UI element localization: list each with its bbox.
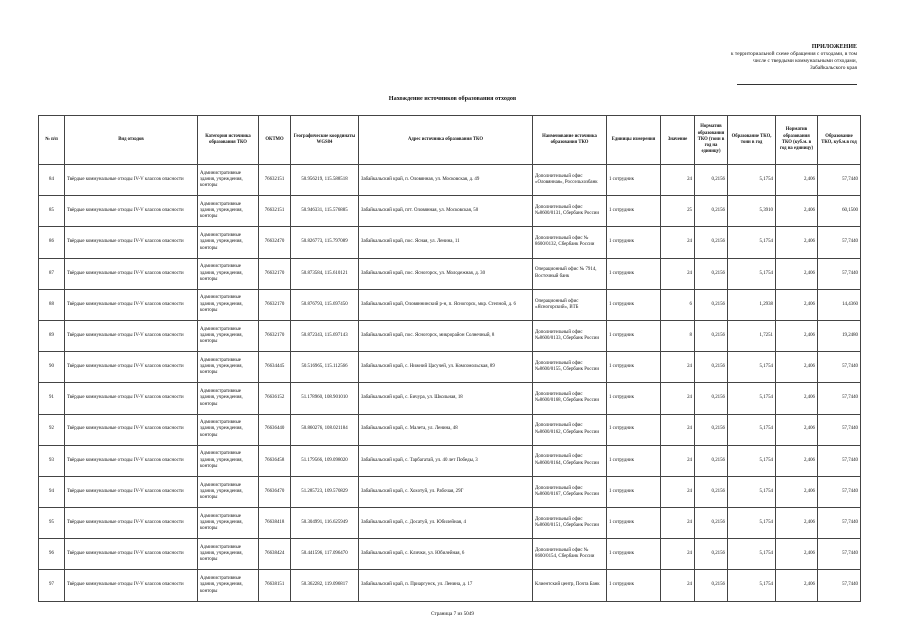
cell-num: 94 bbox=[39, 476, 65, 507]
cell-source-name: Дополнительный офис №8600/0167, Сбербанк России bbox=[533, 476, 607, 507]
cell-norm-m3: 2,406 bbox=[776, 258, 818, 289]
cell-oktmo: 76638151 bbox=[259, 570, 291, 601]
table-row bbox=[39, 352, 861, 383]
cell-total-t: 5,1754 bbox=[728, 414, 776, 445]
document-title: Нахождение источников образования отходов bbox=[388, 95, 517, 102]
cell-unit: 1 сотрудник bbox=[607, 258, 661, 289]
cell-norm-m3: 2,406 bbox=[776, 383, 818, 414]
cell-num: 86 bbox=[39, 227, 65, 258]
cell-source-name: Операционный офис «Ясногорский», ВТБ bbox=[533, 289, 607, 320]
cell-oktmo: 76632470 bbox=[259, 227, 291, 258]
cell-address: Забайкальский край, Оловяннинский р-н, п. Ясногорск, мкр. Степной, д. 6 bbox=[359, 289, 533, 320]
cell-norm-t: 0,2156 bbox=[695, 320, 728, 351]
cell-category: Административные здания, учреждения, конторы bbox=[198, 414, 259, 445]
table-row bbox=[39, 539, 861, 570]
cell-value: 24 bbox=[661, 476, 695, 507]
appendix-line-1: к территориальной схеме обращения с отходами, в том bbox=[730, 51, 857, 57]
cell-total-m3: 57,7440 bbox=[818, 383, 861, 414]
cell-total-t: 5,1754 bbox=[728, 352, 776, 383]
cell-value: 24 bbox=[661, 570, 695, 601]
cell-category: Административные здания, учреждения, конторы bbox=[198, 539, 259, 570]
cell-unit: 1 сотрудник bbox=[607, 570, 661, 601]
cell-num: 84 bbox=[39, 165, 65, 196]
cell-norm-m3: 2,406 bbox=[776, 508, 818, 539]
cell-waste: Твёрдые коммунальные отходы IV-V классов опасности bbox=[65, 414, 198, 445]
cell-unit: 1 сотрудник bbox=[607, 196, 661, 227]
col-header-value: Значение bbox=[661, 116, 695, 165]
cell-coords: 50.304991, 116.625949 bbox=[291, 508, 359, 539]
cell-waste: Твёрдые коммунальные отходы IV-V классов опасности bbox=[65, 539, 198, 570]
cell-norm-t: 0,2156 bbox=[695, 539, 728, 570]
cell-coords: 50.956219, 115.588518 bbox=[291, 165, 359, 196]
cell-norm-m3: 2,406 bbox=[776, 289, 818, 320]
cell-total-t: 5,1754 bbox=[728, 539, 776, 570]
cell-num: 90 bbox=[39, 352, 65, 383]
cell-norm-m3: 2,406 bbox=[776, 196, 818, 227]
table-row bbox=[39, 570, 861, 601]
cell-unit: 1 сотрудник bbox=[607, 165, 661, 196]
appendix-block bbox=[657, 44, 857, 72]
cell-value: 24 bbox=[661, 414, 695, 445]
cell-source-name: Дополнительный офис № 8600/0154, Сбербанк России bbox=[533, 539, 607, 570]
cell-value: 8 bbox=[661, 320, 695, 351]
cell-norm-t: 0,2156 bbox=[695, 570, 728, 601]
cell-norm-t: 0,2156 bbox=[695, 476, 728, 507]
table-header-row bbox=[39, 116, 861, 165]
cell-norm-m3: 2,406 bbox=[776, 227, 818, 258]
cell-num: 85 bbox=[39, 196, 65, 227]
sources-table bbox=[38, 115, 861, 602]
cell-value: 24 bbox=[661, 227, 695, 258]
cell-total-t: 5,1754 bbox=[728, 570, 776, 601]
cell-total-m3: 57,7440 bbox=[818, 165, 861, 196]
cell-value: 6 bbox=[661, 289, 695, 320]
cell-coords: 50.516965, 115.112566 bbox=[291, 352, 359, 383]
cell-value: 24 bbox=[661, 445, 695, 476]
cell-oktmo: 76636470 bbox=[259, 476, 291, 507]
cell-total-m3: 57,7440 bbox=[818, 445, 861, 476]
cell-category: Административные здания, учреждения, конторы bbox=[198, 258, 259, 289]
cell-num: 97 bbox=[39, 570, 65, 601]
cell-norm-t: 0,2156 bbox=[695, 196, 728, 227]
cell-norm-m3: 2,406 bbox=[776, 320, 818, 351]
cell-unit: 1 сотрудник bbox=[607, 227, 661, 258]
cell-total-m3: 57,7440 bbox=[818, 570, 861, 601]
cell-total-t: 5,1754 bbox=[728, 258, 776, 289]
cell-coords: 50.876793, 115.697450 bbox=[291, 289, 359, 320]
cell-category: Административные здания, учреждения, конторы bbox=[198, 445, 259, 476]
cell-total-m3: 60,1500 bbox=[818, 196, 861, 227]
cell-waste: Твёрдые коммунальные отходы IV-V классов опасности bbox=[65, 508, 198, 539]
cell-waste: Твёрдые коммунальные отходы IV-V классов опасности bbox=[65, 352, 198, 383]
col-header-norm-m3: Норматив образования ТКО (куб.м. в год на единицу) bbox=[776, 116, 818, 165]
col-header-unit: Единицы измерения bbox=[607, 116, 661, 165]
cell-category: Административные здания, учреждения, конторы bbox=[198, 196, 259, 227]
appendix-underline bbox=[737, 84, 857, 85]
cell-total-t: 1,2938 bbox=[728, 289, 776, 320]
cell-address: Забайкальский край, с. Хохотуй, ул. Рабочая, 29Г bbox=[359, 476, 533, 507]
cell-total-m3: 57,7440 bbox=[818, 227, 861, 258]
cell-address: Забайкальский край, п. Приаргунск, ул. Ленина, д. 17 bbox=[359, 570, 533, 601]
cell-category: Административные здания, учреждения, конторы bbox=[198, 289, 259, 320]
appendix-title: ПРИЛОЖЕНИЕ bbox=[811, 44, 857, 50]
cell-norm-t: 0,2156 bbox=[695, 414, 728, 445]
cell-unit: 1 сотрудник bbox=[607, 508, 661, 539]
cell-oktmo: 76638418 bbox=[259, 508, 291, 539]
cell-waste: Твёрдые коммунальные отходы IV-V классов опасности bbox=[65, 258, 198, 289]
cell-num: 96 bbox=[39, 539, 65, 570]
cell-source-name: Дополнительный офис № 8600/0132, Сбербанк России bbox=[533, 227, 607, 258]
cell-source-name: Дополнительный офис №8600/0131, Сбербанк России bbox=[533, 196, 607, 227]
cell-waste: Твёрдые коммунальные отходы IV-V классов опасности bbox=[65, 570, 198, 601]
cell-source-name: Дополнительный офис №8600/0168, Сбербанк России bbox=[533, 383, 607, 414]
cell-total-t: 5,1754 bbox=[728, 508, 776, 539]
cell-total-m3: 19,2480 bbox=[818, 320, 861, 351]
table-row bbox=[39, 445, 861, 476]
cell-total-m3: 57,7440 bbox=[818, 539, 861, 570]
col-header-category: Категория источника образования ТКО bbox=[198, 116, 259, 165]
cell-total-m3: 57,7440 bbox=[818, 508, 861, 539]
cell-waste: Твёрдые коммунальные отходы IV-V классов опасности bbox=[65, 320, 198, 351]
cell-num: 88 bbox=[39, 289, 65, 320]
cell-unit: 1 сотрудник bbox=[607, 539, 661, 570]
cell-coords: 50.860276, 108.021184 bbox=[291, 414, 359, 445]
cell-coords: 50.826773, 115.797089 bbox=[291, 227, 359, 258]
col-header-oktmo: ОКТМО bbox=[259, 116, 291, 165]
col-header-total-t: Образование ТКО, тонн в год bbox=[728, 116, 776, 165]
cell-oktmo: 76632151 bbox=[259, 165, 291, 196]
cell-oktmo: 76636440 bbox=[259, 414, 291, 445]
appendix-line-3: Забайкальского края bbox=[810, 65, 857, 71]
cell-address: Забайкальский край, с. Тарбагатай, ул. 40 лет Победы, 3 bbox=[359, 445, 533, 476]
cell-norm-m3: 2,406 bbox=[776, 352, 818, 383]
cell-value: 24 bbox=[661, 352, 695, 383]
cell-norm-t: 0,2156 bbox=[695, 258, 728, 289]
cell-coords: 50.441596, 117.096470 bbox=[291, 539, 359, 570]
cell-oktmo: 76632170 bbox=[259, 320, 291, 351]
cell-source-name: Дополнительный офис «Оловянная», Россельхозбанк bbox=[533, 165, 607, 196]
cell-unit: 1 сотрудник bbox=[607, 445, 661, 476]
cell-coords: 51.285723, 109.570829 bbox=[291, 476, 359, 507]
cell-total-t: 5,1754 bbox=[728, 165, 776, 196]
cell-oktmo: 76636458 bbox=[259, 445, 291, 476]
cell-total-m3: 14,4360 bbox=[818, 289, 861, 320]
appendix-line-2: числе с твердыми коммунальными отходами, bbox=[753, 58, 857, 64]
cell-category: Административные здания, учреждения, конторы bbox=[198, 165, 259, 196]
cell-value: 24 bbox=[661, 258, 695, 289]
cell-waste: Твёрдые коммунальные отходы IV-V классов опасности bbox=[65, 476, 198, 507]
col-header-num: № п/п bbox=[39, 116, 65, 165]
table-row bbox=[39, 165, 861, 196]
table-row bbox=[39, 383, 861, 414]
cell-oktmo: 76632170 bbox=[259, 289, 291, 320]
table-row bbox=[39, 476, 861, 507]
cell-address: Забайкальский край, с. Малета, ул. Ленина, 48 bbox=[359, 414, 533, 445]
cell-norm-m3: 2,406 bbox=[776, 570, 818, 601]
table-row bbox=[39, 414, 861, 445]
cell-total-t: 5,1754 bbox=[728, 445, 776, 476]
cell-coords: 50.872343, 115.697143 bbox=[291, 320, 359, 351]
cell-num: 92 bbox=[39, 414, 65, 445]
cell-category: Административные здания, учреждения, конторы bbox=[198, 476, 259, 507]
cell-waste: Твёрдые коммунальные отходы IV-V классов опасности bbox=[65, 445, 198, 476]
cell-total-t: 5,1754 bbox=[728, 227, 776, 258]
col-header-source-name: Наименование источника образования ТКО bbox=[533, 116, 607, 165]
cell-source-name: Операционный офис № 7914, Восточный банк bbox=[533, 258, 607, 289]
cell-category: Административные здания, учреждения, конторы bbox=[198, 508, 259, 539]
cell-coords: 51.179566, 109.098020 bbox=[291, 445, 359, 476]
cell-oktmo: 76632151 bbox=[259, 196, 291, 227]
cell-address: Забайкальский край, с. Нижний Цасучей, ул. Комсомольская, 89 bbox=[359, 352, 533, 383]
cell-address: Забайкальский край, п. Оловянная, ул. Московская, д. 49 bbox=[359, 165, 533, 196]
cell-total-m3: 57,7440 bbox=[818, 258, 861, 289]
cell-coords: 51.178960, 108.901010 bbox=[291, 383, 359, 414]
cell-oktmo: 76636152 bbox=[259, 383, 291, 414]
cell-category: Административные здания, учреждения, конторы bbox=[198, 352, 259, 383]
cell-total-m3: 57,7440 bbox=[818, 476, 861, 507]
cell-unit: 1 сотрудник bbox=[607, 289, 661, 320]
cell-waste: Твёрдые коммунальные отходы IV-V классов опасности bbox=[65, 227, 198, 258]
cell-norm-t: 0,2156 bbox=[695, 445, 728, 476]
cell-norm-t: 0,2156 bbox=[695, 289, 728, 320]
cell-oktmo: 76638424 bbox=[259, 539, 291, 570]
page-footer: Страница 7 из 5049 bbox=[431, 611, 474, 617]
cell-source-name: Клиентский центр, Почта Банк bbox=[533, 570, 607, 601]
cell-value: 24 bbox=[661, 539, 695, 570]
cell-waste: Твёрдые коммунальные отходы IV-V классов опасности bbox=[65, 196, 198, 227]
table-row bbox=[39, 227, 861, 258]
cell-address: Забайкальский край, пгт. Оловянная, ул. Московская, 50 bbox=[359, 196, 533, 227]
cell-source-name: Дополнительный офис №8600/0151, Сбербанк России bbox=[533, 508, 607, 539]
cell-waste: Твёрдые коммунальные отходы IV-V классов опасности bbox=[65, 165, 198, 196]
cell-num: 89 bbox=[39, 320, 65, 351]
cell-address: Забайкальский край, пос. Ясная, ул. Ленина, 11 bbox=[359, 227, 533, 258]
col-header-norm-t: Норматив образования ТКО (тонн в год на единицу) bbox=[695, 116, 728, 165]
cell-norm-m3: 2,406 bbox=[776, 476, 818, 507]
cell-norm-m3: 2,406 bbox=[776, 445, 818, 476]
cell-address: Забайкальский край, с. Клички, ул. Юбилейная, 6 bbox=[359, 539, 533, 570]
cell-norm-m3: 2,406 bbox=[776, 165, 818, 196]
col-header-waste: Вид отходов bbox=[65, 116, 198, 165]
col-header-coords: Географические координаты WGS84 bbox=[291, 116, 359, 165]
cell-value: 25 bbox=[661, 196, 695, 227]
cell-source-name: Дополнительный офис №8600/0133, Сбербанк России bbox=[533, 320, 607, 351]
cell-unit: 1 сотрудник bbox=[607, 383, 661, 414]
cell-category: Административные здания, учреждения, конторы bbox=[198, 320, 259, 351]
cell-value: 24 bbox=[661, 165, 695, 196]
cell-num: 87 bbox=[39, 258, 65, 289]
table-row bbox=[39, 196, 861, 227]
cell-unit: 1 сотрудник bbox=[607, 320, 661, 351]
cell-coords: 50.362282, 119.096817 bbox=[291, 570, 359, 601]
cell-value: 24 bbox=[661, 508, 695, 539]
table-row bbox=[39, 258, 861, 289]
cell-unit: 1 сотрудник bbox=[607, 476, 661, 507]
cell-category: Административные здания, учреждения, конторы bbox=[198, 570, 259, 601]
col-header-total-m3: Образование ТКО, куб.м.в год bbox=[818, 116, 861, 165]
cell-num: 93 bbox=[39, 445, 65, 476]
cell-num: 95 bbox=[39, 508, 65, 539]
cell-source-name: Дополнительный офис №8600/0164, Сбербанк России bbox=[533, 445, 607, 476]
cell-total-t: 5,3910 bbox=[728, 196, 776, 227]
table-row bbox=[39, 289, 861, 320]
cell-total-m3: 57,7440 bbox=[818, 414, 861, 445]
cell-norm-t: 0,2156 bbox=[695, 383, 728, 414]
cell-waste: Твёрдые коммунальные отходы IV-V классов опасности bbox=[65, 289, 198, 320]
cell-address: Забайкальский край, пос. Ясногорск, микрорайон Солнечный, 8 bbox=[359, 320, 533, 351]
cell-oktmo: 76634445 bbox=[259, 352, 291, 383]
cell-total-m3: 57,7440 bbox=[818, 352, 861, 383]
cell-category: Административные здания, учреждения, конторы bbox=[198, 383, 259, 414]
table-row bbox=[39, 508, 861, 539]
cell-waste: Твёрдые коммунальные отходы IV-V классов опасности bbox=[65, 383, 198, 414]
cell-norm-m3: 2,406 bbox=[776, 414, 818, 445]
cell-norm-t: 0,2156 bbox=[695, 508, 728, 539]
cell-norm-t: 0,2156 bbox=[695, 165, 728, 196]
cell-category: Административные здания, учреждения, конторы bbox=[198, 227, 259, 258]
cell-coords: 50.873584, 115.610121 bbox=[291, 258, 359, 289]
cell-unit: 1 сотрудник bbox=[607, 414, 661, 445]
cell-coords: 50.946331, 115.576885 bbox=[291, 196, 359, 227]
table-row bbox=[39, 320, 861, 351]
cell-total-t: 5,1754 bbox=[728, 383, 776, 414]
cell-address: Забайкальский край, пос. Ясногорск, ул. Молодежная, д. 30 bbox=[359, 258, 533, 289]
cell-address: Забайкальский край, с. Бичура, ул. Школьная, 18 bbox=[359, 383, 533, 414]
cell-norm-t: 0,2156 bbox=[695, 227, 728, 258]
cell-unit: 1 сотрудник bbox=[607, 352, 661, 383]
cell-source-name: Дополнительный офис №8600/0155, Сбербанк России bbox=[533, 352, 607, 383]
col-header-address: Адрес источника образования ТКО bbox=[359, 116, 533, 165]
cell-value: 24 bbox=[661, 383, 695, 414]
cell-source-name: Дополнительный офис №8600/0162, Сбербанк России bbox=[533, 414, 607, 445]
cell-norm-m3: 2,406 bbox=[776, 539, 818, 570]
cell-num: 91 bbox=[39, 383, 65, 414]
cell-address: Забайкальский край, с. Досатуй, ул. Юбилейная, 4 bbox=[359, 508, 533, 539]
cell-total-t: 5,1754 bbox=[728, 476, 776, 507]
cell-oktmo: 76632170 bbox=[259, 258, 291, 289]
cell-total-t: 1,7251 bbox=[728, 320, 776, 351]
cell-norm-t: 0,2156 bbox=[695, 352, 728, 383]
